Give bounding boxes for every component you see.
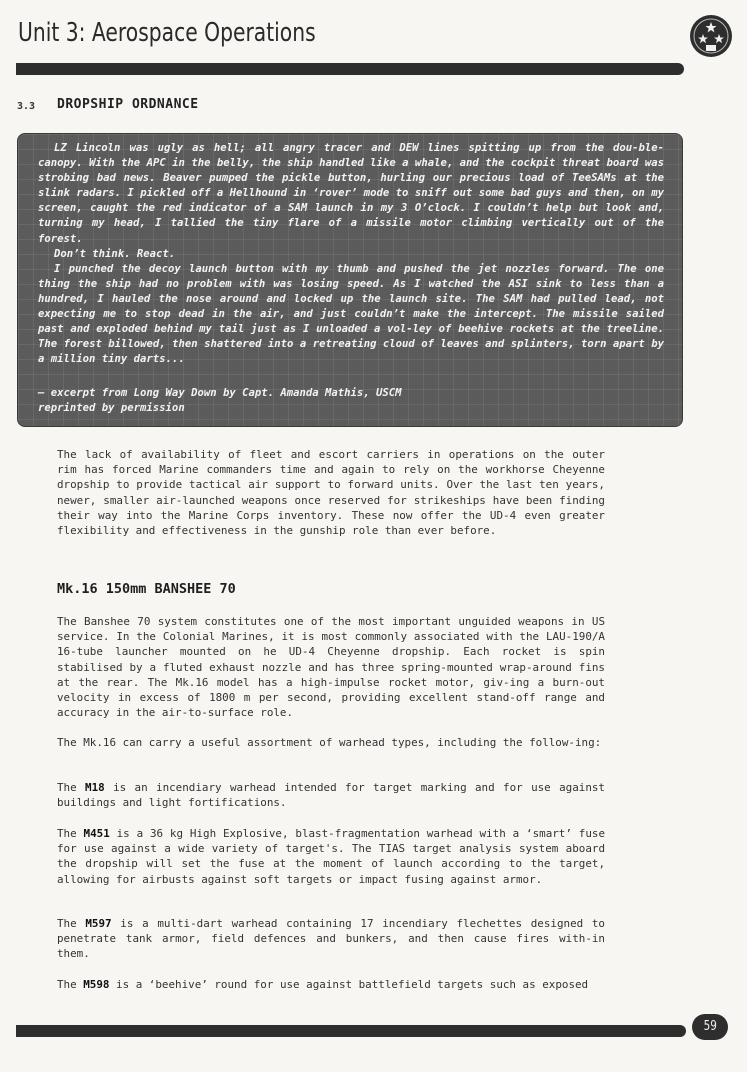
warhead-name: M18 xyxy=(85,781,105,794)
header-divider-bar xyxy=(16,63,684,75)
warhead-m597: The M597 is a multi-dart warhead containing 17 incendiary flechettes designed to penetrate tank armor, field defences and bunkers, and then cause fires with-in them. xyxy=(57,917,605,961)
warhead-m18: The M18 is an incendiary warhead intended for target marking and for use against buildings and light fortifications. xyxy=(57,781,605,810)
quote-box xyxy=(17,133,683,427)
quote-text xyxy=(38,141,664,367)
warhead-m598: The M598 is a ‘beehive’ round for use against battlefield targets such as exposed xyxy=(57,978,589,991)
quote-attribution xyxy=(38,386,402,416)
intro-paragraph: The lack of availability of fleet and escort carriers in operations on the outer rim has forced Marine commanders time and again to rely on the workhorse Cheyenne dropship to provide tactical air support to forward units. Over the last ten years, newer, smaller air-launched weapons once reserved for strikeships have been finding their way into the Marine Corps inventory. These now offer the UD-4 even greater flexibility and effectiveness in the gunship role than ever before. xyxy=(57,448,605,538)
warhead-name: M451 xyxy=(83,827,110,840)
section-title: DROPSHIP ORDNANCE xyxy=(57,97,199,112)
warhead-name: M597 xyxy=(85,917,112,930)
uscm-emblem-icon xyxy=(689,14,733,58)
banshee-paragraph-2: The Mk.16 can carry a useful assortment of warhead types, including the follow-ing: xyxy=(57,736,602,749)
attribution-line: reprinted by permission xyxy=(38,402,185,414)
subsection-title: Mk.16 150mm BANSHEE 70 xyxy=(57,581,236,597)
banshee-paragraph-1: The Banshee 70 system constitutes one of the most important unguided weapons in US service. In the Colonial Marines, it is most commonly associated with the LAU-190/A 16-tube launcher mounted on he UD-4 Cheyenne dropship. Each rocket is spin stabilised by a fluted exhaust nozzle and has three spring-mounted wrap-around fins at the rear. The Mk.16 model has a high-impulse rocket motor, giv-ing a burn-out velocity in excess of 1800 m per second, providing excellent stand-off range and accuracy in the air-to-surface role. xyxy=(57,615,605,720)
warhead-m451: The M451 is a 36 kg High Explosive, blast-fragmentation warhead with a ‘smart’ fuse for use against a wide variety of target's. The TIAS target analysis system aboard the dropship will set the fuse at the moment of launch according to the target, allowing for airbusts against soft targets or impact fusing against armor. xyxy=(57,827,605,886)
page-number: 59 xyxy=(692,1014,728,1040)
quote-paragraph: I punched the decoy launch button with my thumb and pushed the jet nozzles forward. The one thing the ship had no problem with was losing speed. As I watched the ASI sink to less than a hundred, I hauled the nose around and locked up the launch site. The SAM had pulled lead, not expecting me to stop dead in the air, and just couldn’t make the intercept. The missile sailed past and exploded behind my tail just as I unloaded a vol-ley of beehive rockets at the treeline. The forest billowed, then shattered into a retreating cloud of leaves and splinters, torn apart by a million tiny darts... xyxy=(38,262,664,366)
page-header-title: Unit 3: Aerospace Operations xyxy=(18,18,316,48)
footer-divider-bar xyxy=(16,1025,686,1037)
quote-paragraph: Don’t think. React. xyxy=(54,247,176,260)
quote-paragraph: LZ Lincoln was ugly as hell; all angry tracer and DEW lines spitting up from the dou-ble-canopy. With the APC in the belly, the ship handled like a whale, and the cockpit threat board was strobing bad news. Beaver pumped the pickle button, hurling our precious load of TeeSAMs at the slink radars. I pickled off a Hellhound in ‘rover’ mode to sniff out some bad guys and then, on my screen, caught the red indicator of a SAM launch in my 3 O’clock. I couldn’t help but look and, turning my head, I tallied the tiny flare of a missile motor climbing vertically out of the forest. xyxy=(38,142,664,245)
attribution-line: – excerpt from Long Way Down by Capt. Amanda Mathis, USCM xyxy=(38,387,402,399)
warhead-name: M598 xyxy=(83,978,110,991)
section-number: 3.3 xyxy=(17,101,36,112)
